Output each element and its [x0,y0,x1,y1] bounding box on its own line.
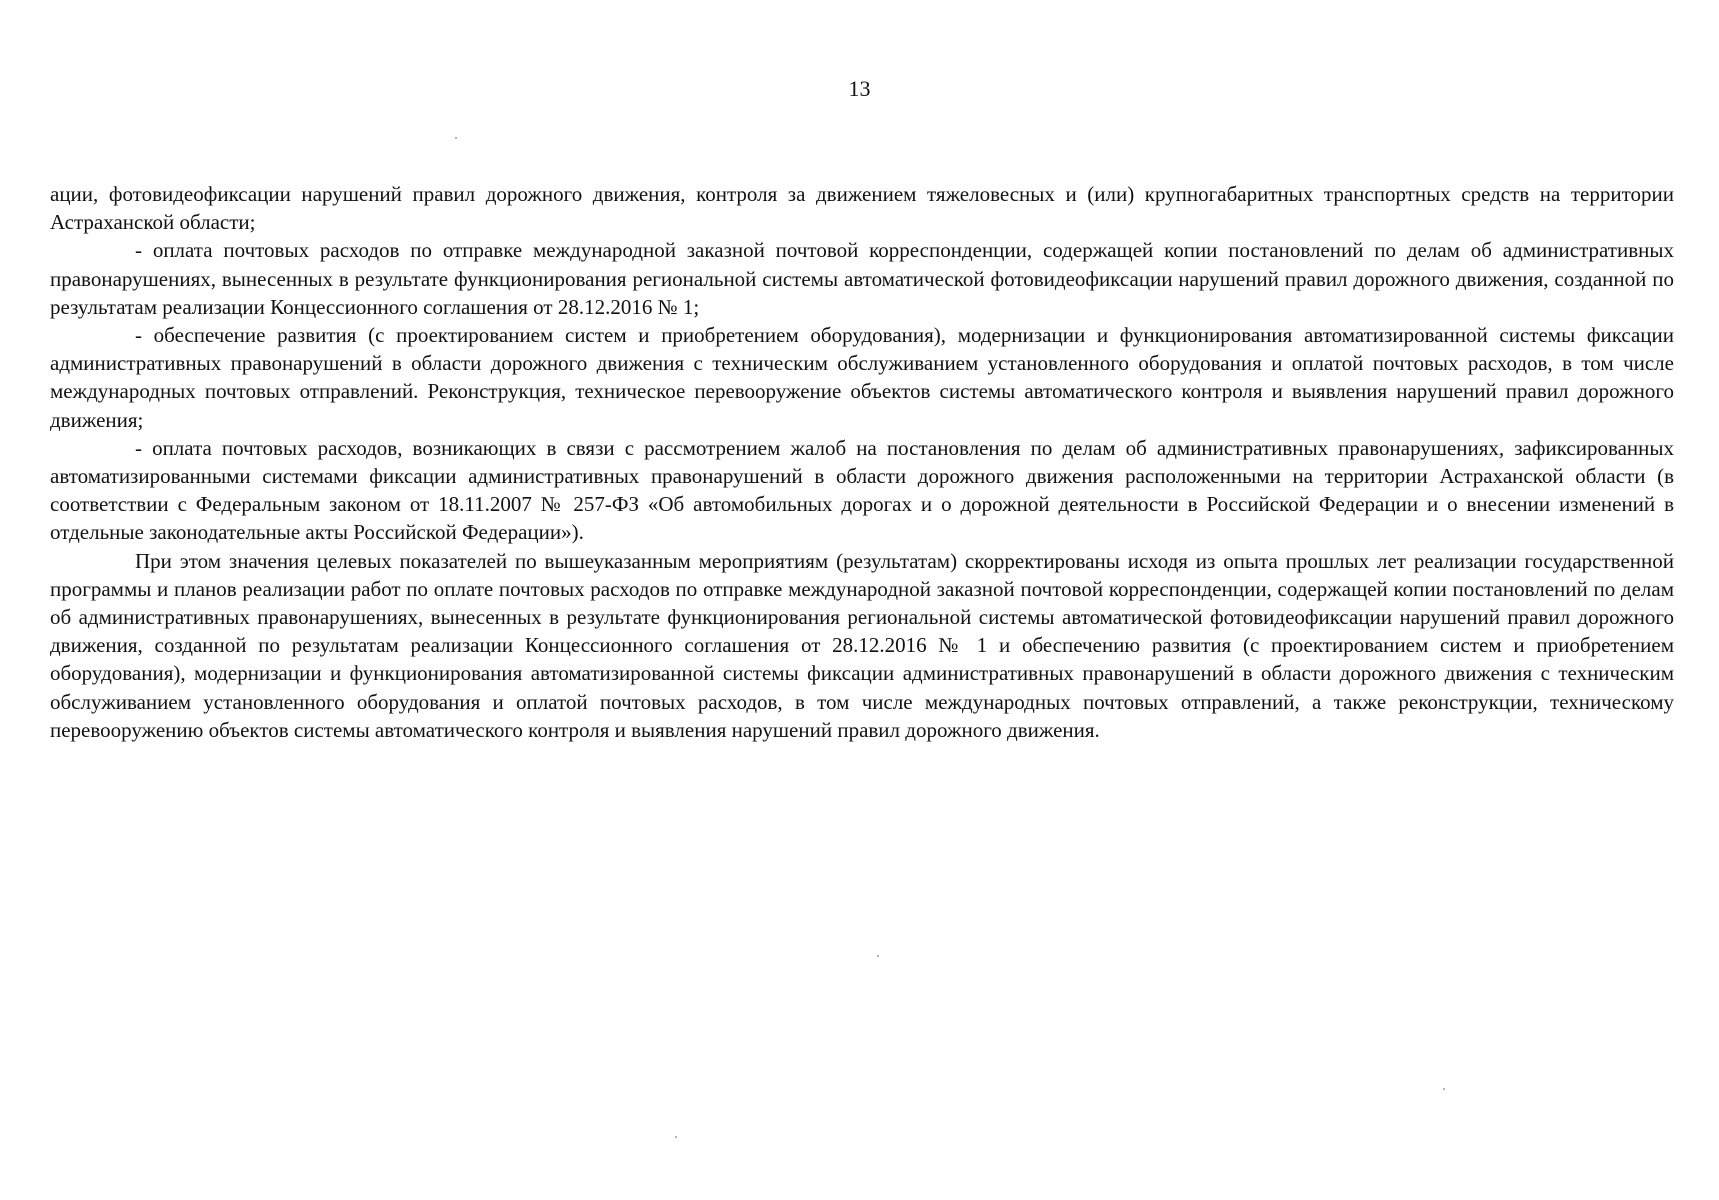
paragraph-continuation: ации, фотовидеофиксации нарушений правил дорожного движения, контроля за движением тяжеловесных и (или) крупногабаритных транспортных средств на территории Астраханской области; [50,182,1674,235]
list-item-postal-expenses-international: - оплата почтовых расходов по отправке международной заказной почтовой корреспонденции, содержащей копии постановлений по делам об административных правонарушениях, вынесенных в результате функционирования региональной системы автоматической фотовидеофиксации нарушений правил дорожного движения, созданной по результатам реализации Концессионного соглашения от 28.12.2016 № 1; [50,238,1674,319]
list-item-postal-expenses-complaints: - оплата почтовых расходов, возникающих в связи с рассмотрением жалоб на постановления по делам об административных правонарушениях, зафиксированных автоматизированными системами фиксации административных правонарушений в области дорожного движения расположенными на территории Астраханской области (в соответствии с Федеральным законом от 18.11.2007 № 257-ФЗ «Об автомобильных дорогах и о дорожной деятельности в Российской Федерации и о внесении изменений в отдельные законодательные акты Российской Федерации»). [50,435,1674,545]
scan-speck [455,137,457,139]
paragraph-target-indicators: При этом значения целевых показателей по вышеуказанным мероприятиям (результатам) скорректированы исходя из опыта прошлых лет реализации государственной программы и планов реализации работ по оплате почтовых расходов по отправке международной заказной почтовой корреспонденции, содержащей копии постановлений по делам об административных правонарушениях, вынесенных в результате функционирования региональной системы автоматической фотовидеофиксации нарушений правил дорожного движения, созданной по результатам реализации Концессионного соглашения от 28.12.2016 № 1 и обеспечению развития (с проектированием систем и приобретением оборудования), модернизации и функционирования автоматизированной системы фиксации административных правонарушений в области дорожного движения с техническим обслуживанием установленного оборудования и оплатой почтовых расходов, в том числе международных почтовых отправлений, а также реконструкции, техническому перевооружению объектов системы автоматического контроля и выявления нарушений правил дорожного движения. [50,548,1674,742]
scan-speck [1443,1088,1445,1090]
list-item-system-development: - обеспечение развития (с проектированием систем и приобретением оборудования), модернизации и функционирования автоматизированной системы фиксации административных правонарушений в области дорожного движения с техническим обслуживанием установленного оборудования и оплатой почтовых расходов, в том числе международных почтовых отправлений. Реконструкция, техническое перевооружение объектов системы автоматического контроля и выявления нарушений правил дорожного движения; [50,323,1674,432]
scan-speck [675,1136,677,1138]
document-body [50,180,1674,744]
scan-speck [877,955,879,957]
page-number: 13 [848,76,871,101]
